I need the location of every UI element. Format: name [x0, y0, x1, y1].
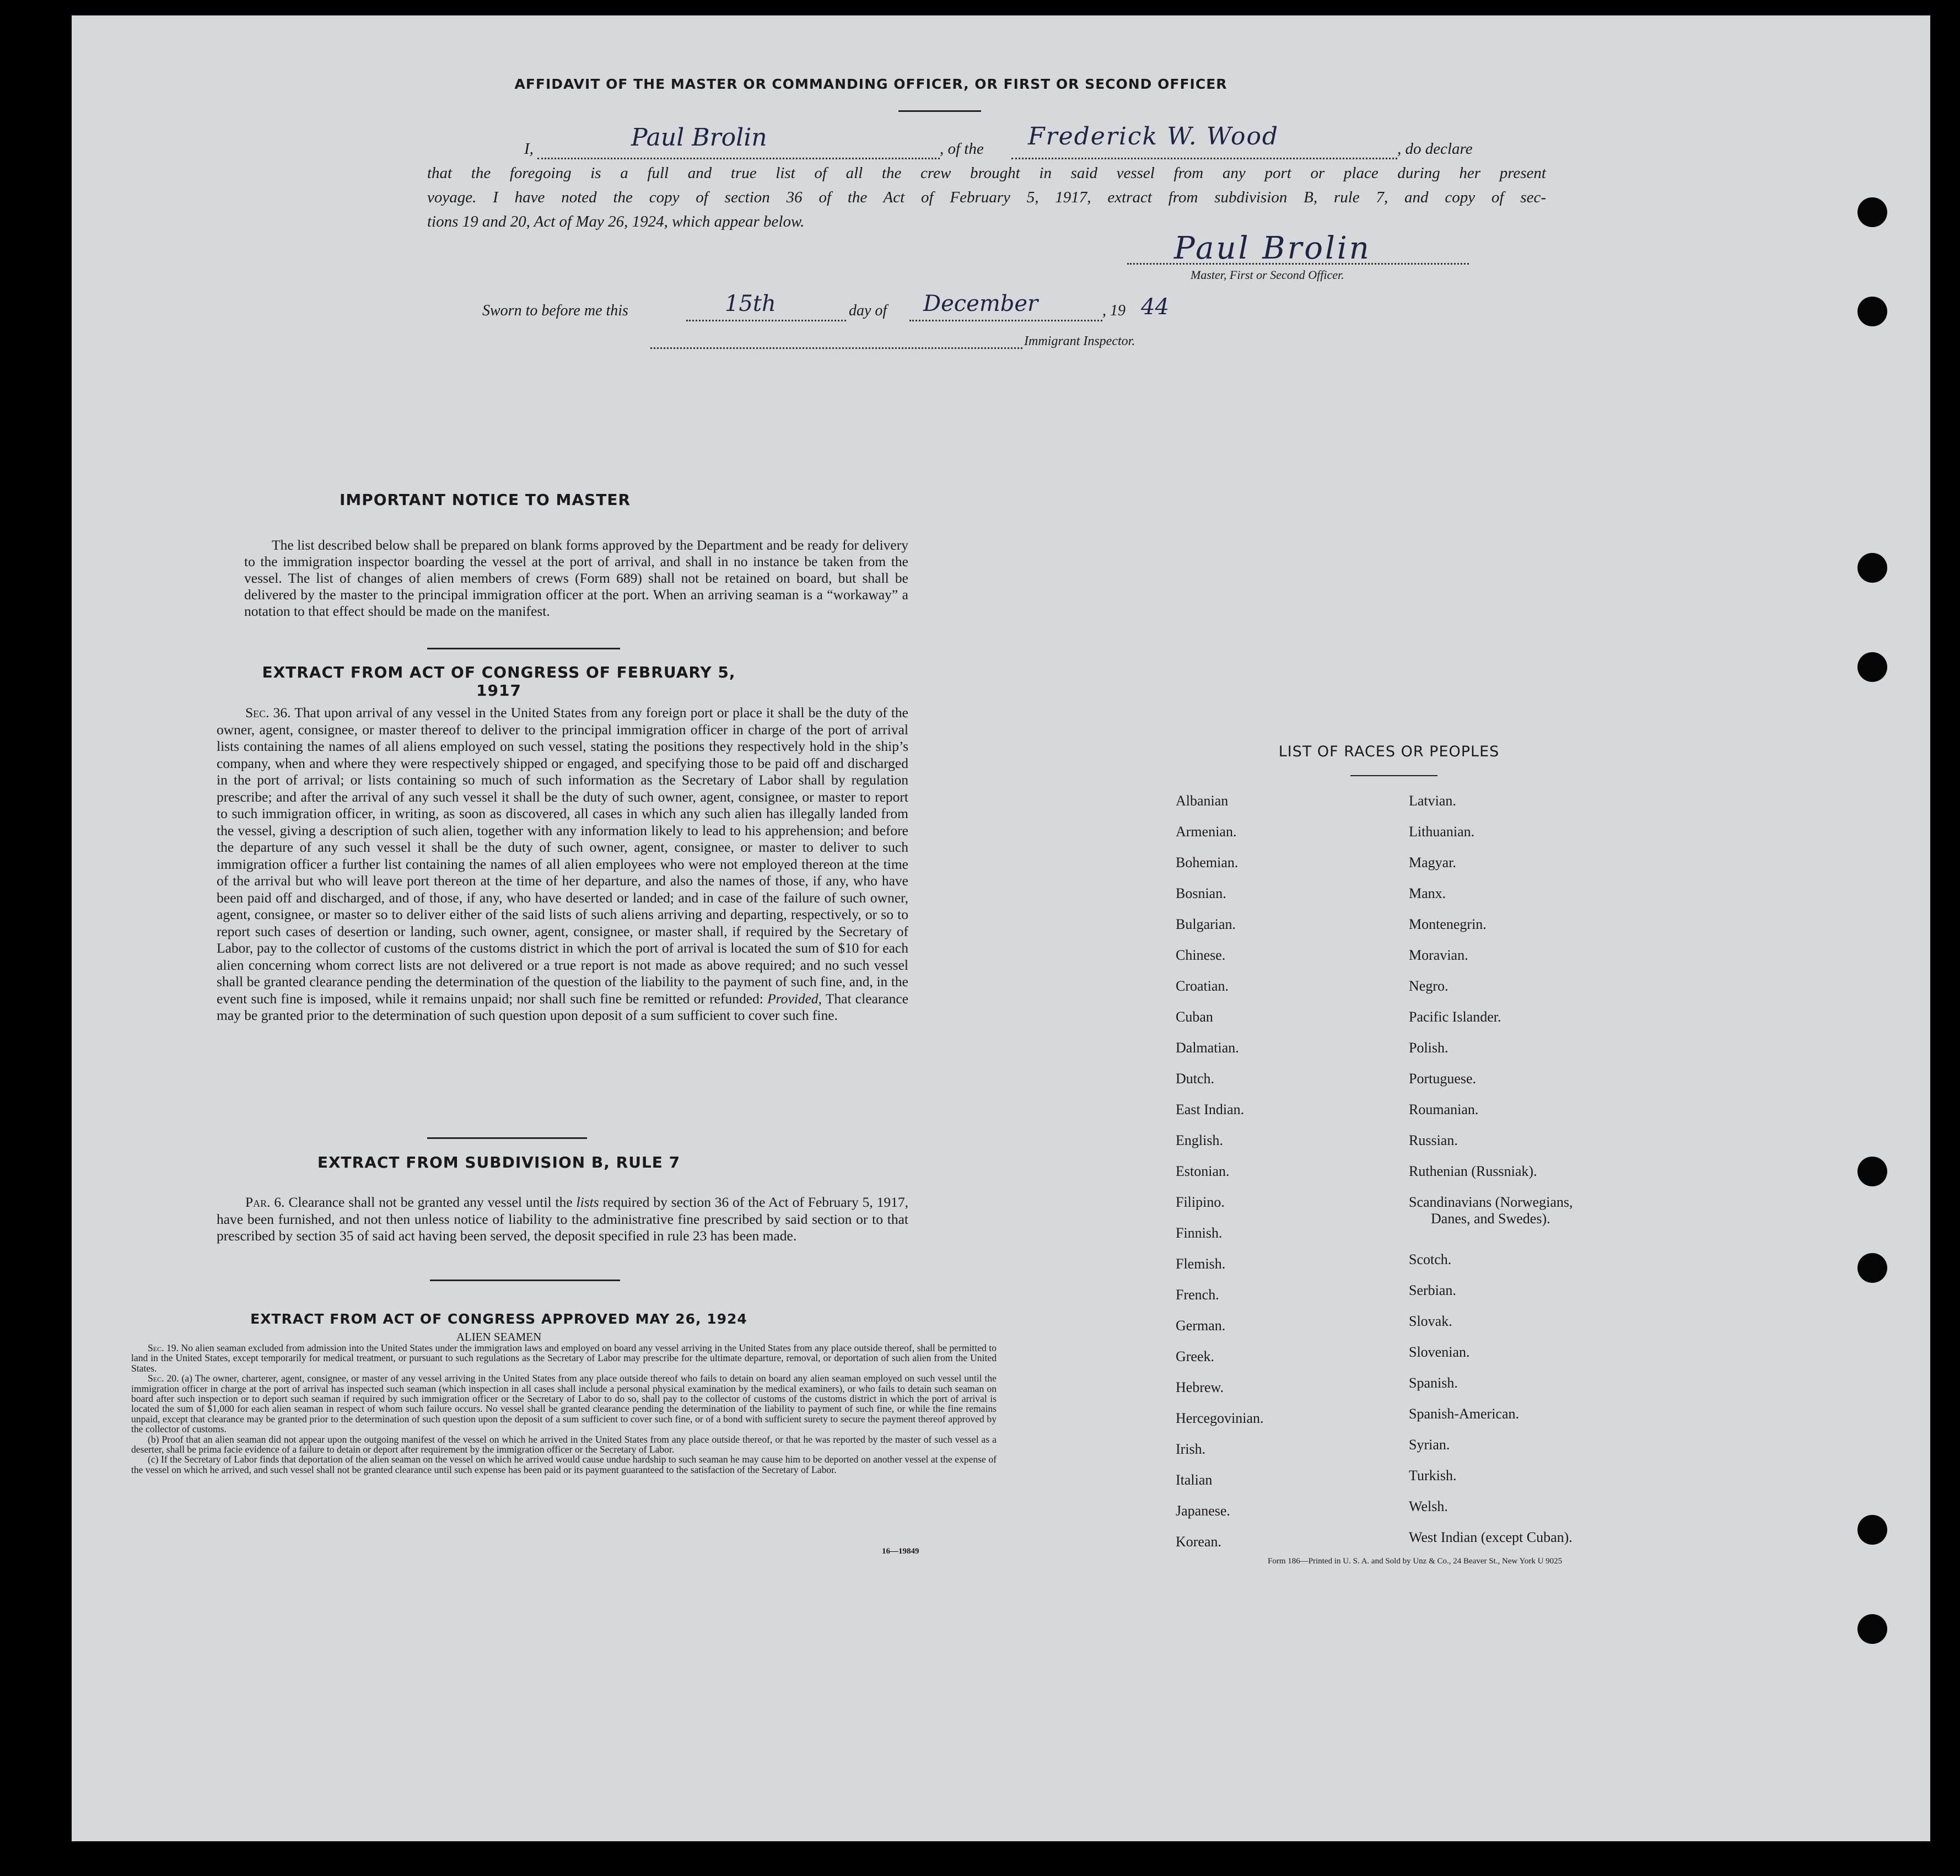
sec-36-body: That upon arrival of any vessel in the United States from any foreign port or place it shall be the duty of the owner, agent, consignee, or master thereof to deliver to the principal immigration officer in charge of the port of arrival lists containing the names of all aliens employed on such vessel, stating the positions they respectively hold in the ship’s company, when and where they were respectively shipped or engaged, and specifying those to be paid off and discharged in the port of arrival; or lists containing so much of such information as the Secretary of Labor shall by regulation prescribe; and after the arrival of any such vessel it shall be the duty of such owner, agent, consignee, or master to report to such immigration officer, in writing, as soon as discovered, all cases in which any such alien has illegally landed from the vessel, giving a description of such alien, together with any information likely to lead to his apprehension; and before the departure of any such vessel it shall be the duty of such owner, agent, consignee, or master to deliver to such immigration officer a further list containing the names of all alien employees who were not employed thereon at the time of the arrival but who will leave port thereon at the time of her departure, and also the names of those, if any, who have been paid off and discharged, and of those, if any, who have deserted or landed; and in case of the failure of such owner, agent, consignee, or master so to deliver either of the said lists of such aliens arriving and departing, respectively, or so to report such cases of desertion or landing, such owner, agent, consignee, or master shall, if required by the Secretary of Labor, pay to the collector of customs of the customs district in which the port of arrival is located the sum of $10 for each alien concerning whom correct lists are not delivered or a true report is not made as above required; and no such vessel shall be granted clearance pending the determination of the question of the liability to the payment of such fine, and, in the event such fine is imposed, while it remains unpaid; nor shall such fine be remitted or refunded:: [217, 705, 908, 1007]
race-item: Japanese.: [1176, 1503, 1230, 1519]
sec-19-label: Sec. 19.: [148, 1342, 179, 1353]
extract-1917-text: [217, 705, 908, 1024]
rule7-title: EXTRACT FROM SUBDIVISION B, RULE 7: [317, 1153, 681, 1171]
race-item: Turkish.: [1409, 1468, 1457, 1483]
sworn-day-handwritten: 15th: [725, 291, 776, 316]
race-item: Bulgarian.: [1176, 916, 1236, 932]
alien-seamen-subtitle: ALIEN SEAMEN: [456, 1330, 542, 1343]
title-rule: [898, 110, 981, 112]
race-item: Korean.: [1176, 1534, 1222, 1550]
race-item: French.: [1176, 1287, 1219, 1303]
master-name-handwritten: Paul Brolin: [631, 123, 767, 152]
binder-hole: [1857, 1614, 1887, 1644]
race-item: Lithuanian.: [1409, 824, 1475, 840]
declaration-line-2: that the foregoing is a full and true list of all the crew brought in said vessel from any port or place during her present: [427, 164, 1546, 182]
race-item: Negro.: [1409, 978, 1449, 994]
notice-text: The list described below shall be prepared on blank forms approved by the Department and be ready for delivery to the immigration inspector boarding the vessel at the port of arrival, and shall in no instance be taken from the vessel. The list of changes of alien members of crews (Form 689) shall not be retained on board, but shall be delivered by the master to the principal immigration officer at the port. When an arriving seaman is a “workaway” a notation to that effect should be made on the manifest.: [244, 537, 908, 619]
extract-1917-title: EXTRACT FROM ACT OF CONGRESS OF FEBRUARY 5, 1917: [262, 663, 736, 700]
rule7-text: [217, 1194, 908, 1245]
race-item: Croatian.: [1176, 978, 1229, 994]
race-item: Finnish.: [1176, 1225, 1223, 1241]
sworn-year-handwritten: 44: [1141, 294, 1169, 320]
sworn-prefix: Sworn to before me this: [482, 302, 628, 319]
race-item: Ruthenian (Russniak).: [1409, 1163, 1537, 1179]
race-item: Armenian.: [1176, 824, 1237, 840]
races-right-column: [1409, 793, 1673, 1560]
race-item: Pacific Islander.: [1409, 1009, 1501, 1025]
race-item: English.: [1176, 1132, 1223, 1148]
divider-1: [427, 648, 620, 649]
sec-36-body-end: That clearance may be granted prior to the determination of such question upon deposit of a sum sufficient to cover such fine.: [217, 990, 909, 1023]
inspector-caption: Immigrant Inspector.: [1024, 334, 1135, 348]
race-item: Dutch.: [1176, 1071, 1215, 1087]
vessel-name-handwritten: Frederick W. Wood: [1028, 122, 1279, 150]
declaration-line-3: voyage. I have noted the copy of section 36 of the Act of February 5, 1917, extract from subdivision B, rule 7, and copy of sec-: [427, 189, 1546, 206]
race-item: East Indian.: [1176, 1101, 1245, 1117]
provided-word: Provided,: [767, 990, 822, 1007]
extract-1924-text: [131, 1343, 997, 1475]
form-footer: Form 186—Printed in U. S. A. and Sold by Unz & Co., 24 Beaver St., New York U 9025: [1268, 1557, 1563, 1566]
race-item: Chinese.: [1176, 947, 1226, 963]
race-item: Russian.: [1409, 1132, 1458, 1148]
par-6-body: Clearance shall not be granted any vessel until the: [288, 1194, 573, 1210]
race-item: Cuban: [1176, 1009, 1213, 1025]
sec-20c-paragraph: (c) If the Secretary of Labor finds that deportation of the alien seaman on the vessel on which he arrived would cause undue hardship to such seaman he may cause him to be deported on another vessel at the expense of the vessel on which he arrived, and such vessel shall not be granted clearance until such expense has been paid or its payment guaranteed to the satisfaction of the Secretary of Labor.: [131, 1454, 997, 1475]
race-item: Serbian.: [1409, 1282, 1456, 1298]
signature-caption: Master, First or Second Officer.: [1191, 268, 1344, 282]
year-prefix: , 19: [1102, 302, 1126, 319]
binder-hole: [1857, 197, 1887, 227]
sec-20b-paragraph: (b) Proof that an alien seaman did not appear upon the outgoing manifest of the vessel on which he arrived in the United States from any place outside thereof, or that he was reported by the master of such vessel as a deserter, shall be prima facie evidence of a failure to detain or deport after requirement by the immigration officer or the Secretary of Labor.: [131, 1433, 997, 1455]
sworn-month-handwritten: December: [923, 291, 1038, 316]
race-item: Syrian.: [1409, 1437, 1450, 1453]
day-of-text: day of: [849, 302, 887, 319]
document-page: [72, 15, 1930, 1841]
race-item: Polish.: [1409, 1040, 1449, 1056]
divider-3: [430, 1280, 620, 1281]
race-item: Slovenian.: [1409, 1344, 1470, 1360]
inspector-dotted-line: [650, 347, 1022, 349]
sec-19-body: No alien seaman excluded from admission into the United States under the immigration laws and employed on board any vessel arriving in the United States from any place outside thereof, shall be permitted to land in the United States, except temporarily for medical treatment, or pursuant to such regulations as the Secretary of Labor may prescribe for the ultimate departure, removal, or deportation of such alien from the United States.: [131, 1342, 997, 1374]
binder-hole: [1857, 297, 1887, 326]
race-item: Flemish.: [1176, 1256, 1226, 1272]
race-item: Spanish.: [1409, 1375, 1458, 1391]
sworn-line: [482, 291, 1254, 324]
month-dotted-line: [909, 320, 1102, 321]
binder-hole: [1857, 1515, 1887, 1545]
par-6-label: Par. 6.: [245, 1194, 285, 1210]
race-item: Scotch.: [1409, 1251, 1452, 1267]
notice-title: IMPORTANT NOTICE TO MASTER: [339, 491, 631, 509]
affidavit-title: AFFIDAVIT OF THE MASTER OR COMMANDING OFFICER, OR FIRST OR SECOND OFFICER: [514, 76, 1227, 92]
race-item: Dalmatian.: [1176, 1040, 1239, 1056]
lists-word: lists: [576, 1194, 599, 1210]
affidavit-declaration: [427, 122, 1546, 234]
race-item: Hercegovinian.: [1176, 1410, 1264, 1426]
race-item: West Indian (except Cuban).: [1409, 1529, 1573, 1545]
race-item: Portuguese.: [1409, 1071, 1477, 1087]
race-item: Moravian.: [1409, 947, 1468, 963]
race-item: Welsh.: [1409, 1498, 1448, 1514]
race-item: Slovak.: [1409, 1313, 1452, 1329]
race-item: Latvian.: [1409, 793, 1456, 809]
race-item: Bohemian.: [1176, 854, 1239, 870]
race-item: Spanish-American.: [1409, 1406, 1520, 1422]
binder-hole: [1857, 652, 1887, 682]
race-item: Manx.: [1409, 885, 1446, 901]
race-item: Magyar.: [1409, 854, 1456, 870]
race-item: Hebrew.: [1176, 1379, 1224, 1395]
race-item: Albanian: [1176, 793, 1229, 809]
races-title-rule: [1350, 775, 1437, 776]
signature-handwritten: Paul Brolin: [1174, 230, 1371, 266]
race-item: Bosnian.: [1176, 885, 1226, 901]
print-code: 16—19849: [882, 1547, 919, 1556]
declaration-line-1: [427, 122, 1546, 161]
par-6-body-end: required by section 36 of the Act of February 5, 1917, have been furnished, and not then unless notice of liability to the administrative fine prescribed by said section or to that prescribed by section 35 of said act having been served, the deposit specified in rule 23 has been made.: [217, 1194, 909, 1244]
extract-1924-title: EXTRACT FROM ACT OF CONGRESS APPROVED MAY 26, 1924: [250, 1311, 747, 1327]
pronoun-text: I,: [524, 140, 534, 158]
sec-20a-body: (a) The owner, charterer, agent, consignee, or master of any vessel arriving in the United States from any place outside thereof who fails to detain on board any alien seaman employed on such vessel until the immigration officer in charge at the port of arrival has inspected such seaman (which inspection in all cases shall include a personal physical examination by the medical examiners), or who fails to detain such seaman on board after such inspection or to deport such seaman if required by such immigration officer or the Secretary of Labor to do so, shall pay to the collector of customs of the customs district in which the port of arrival is located the sum of $1,000 for each alien seaman in respect of whom such failure occurs. No vessel shall be granted clearance pending the determination of the liability to payment of such fine, or while the fine remains unpaid, except that clearance may be granted prior to the determination of such question upon the deposit of a sum sufficient to cover such fine, or of a bond with sufficient surety to secure the payment thereof approved by the collector of customs.: [131, 1373, 997, 1435]
race-item: German.: [1176, 1318, 1226, 1334]
do-declare-text: , do declare: [1397, 140, 1473, 158]
race-item: Scandinavians (Norwegians,: [1409, 1194, 1573, 1210]
declaration-line-4: tions 19 and 20, Act of May 26, 1924, which appear below.: [427, 213, 805, 230]
races-left-column: [1176, 793, 1385, 1565]
race-item: Irish.: [1176, 1441, 1206, 1457]
race-item: Estonian.: [1176, 1163, 1230, 1179]
sec-20a-paragraph: [131, 1373, 997, 1434]
sec-20-label: Sec. 20.: [148, 1373, 179, 1384]
race-item: Montenegrin.: [1409, 916, 1487, 932]
divider-2: [427, 1137, 587, 1139]
race-item: Roumanian.: [1409, 1101, 1479, 1117]
day-dotted-line: [686, 320, 846, 321]
sec-19-paragraph: [131, 1343, 997, 1373]
race-item: Greek.: [1176, 1348, 1215, 1364]
binder-hole: [1857, 1157, 1887, 1186]
race-item: Filipino.: [1176, 1194, 1225, 1210]
race-item: Danes, and Swedes).: [1431, 1211, 1550, 1227]
name-dotted-line: [537, 158, 940, 159]
races-title: LIST OF RACES OR PEOPLES: [1278, 743, 1500, 760]
sec-36-label: Sec. 36.: [245, 705, 291, 721]
race-item: Italian: [1176, 1472, 1213, 1488]
binder-hole: [1857, 1253, 1887, 1283]
vessel-dotted-line: [1011, 158, 1397, 159]
of-the-text: , of the: [940, 140, 984, 158]
binder-hole: [1857, 553, 1887, 583]
